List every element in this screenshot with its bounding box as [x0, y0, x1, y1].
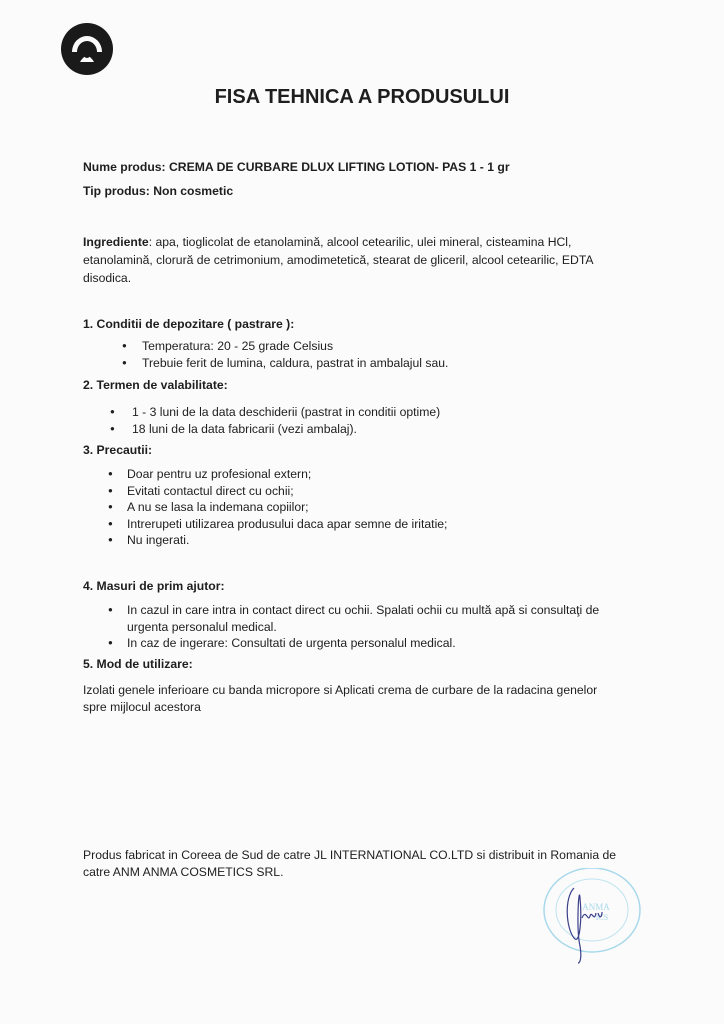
section-heading: 3. Precautii:: [83, 443, 153, 457]
first-aid-list: [108, 602, 608, 652]
list-item: ● Nu ingerati.: [108, 532, 447, 549]
product-type-label: Tip produs:: [83, 184, 150, 198]
svg-text:ICS: ICS: [595, 913, 609, 922]
list-item: ● Trebuie ferit de lumina, caldura, pastrat in ambalajul sau.: [122, 355, 448, 372]
ingredients-label: Ingrediente: [83, 235, 149, 249]
footer-text: Produs fabricat in Coreea de Sud de catre JL INTERNATIONAL CO.LTD si distribuit in Romania de catre ANM ANMA COSMETICS SRL.: [83, 848, 617, 879]
ingredients-value: : apa, tioglicolat de etanolamină, alcool cetearilic, ulei mineral, cisteamina HCl, etanolamină, clorură de cetrimonium, amodimetetică, stearat de gliceril, alcool cetearilic, EDTA disodica.: [83, 235, 593, 285]
usage-text: Izolati genele inferioare cu banda micropore si Aplicati crema de curbare de la radacina genelor spre mijlocul acestora: [83, 683, 598, 714]
section-heading: 1. Conditii de depozitare ( pastrare ):: [83, 317, 295, 331]
section-heading: 5. Mod de utilizare:: [83, 657, 193, 671]
precautions-list: [108, 466, 447, 549]
product-type: [83, 183, 233, 200]
list-item: ● In caz de ingerare: Consultati de urgenta personalul medical.: [108, 635, 608, 652]
ingredients: [83, 233, 603, 287]
storage-list: [122, 338, 448, 371]
page-title: FISA TEHNICA A PRODUSULUI: [214, 86, 510, 108]
list-item: ● Intrerupeti utilizarea produsului daca apar semne de iritatie;: [108, 516, 447, 533]
section-heading: 2. Termen de valabilitate:: [83, 378, 228, 392]
list-item: ● Evitati contactul direct cu ochii;: [108, 483, 447, 500]
validity-list: [110, 404, 440, 437]
company-stamp: [536, 868, 644, 968]
list-item: ● Doar pentru uz profesional extern;: [108, 466, 447, 483]
company-logo: [60, 22, 114, 76]
product-name-value: CREMA DE CURBARE DLUX LIFTING LOTION- PAS 1 - 1 gr: [169, 160, 510, 174]
list-item: ● In cazul in care intra in contact direct cu ochii. Spalati ochii cu multă apă si consultaţi de urgenta personalul medical.: [108, 602, 608, 635]
list-item: ● A nu se lasa la indemana copiilor;: [108, 499, 447, 516]
section-heading: 4. Masuri de prim ajutor:: [83, 579, 225, 593]
list-item: ● Temperatura: 20 - 25 grade Celsius: [122, 338, 448, 355]
product-type-value: Non cosmetic: [153, 184, 234, 198]
product-name-label: Nume produs:: [83, 160, 166, 174]
svg-text:ANMA: ANMA: [582, 902, 610, 912]
list-item: ● 1 - 3 luni de la data deschiderii (pastrat in conditii optime): [110, 404, 440, 421]
list-item: ● 18 luni de la data fabricarii (vezi ambalaj).: [110, 421, 440, 438]
product-name: [83, 159, 510, 176]
